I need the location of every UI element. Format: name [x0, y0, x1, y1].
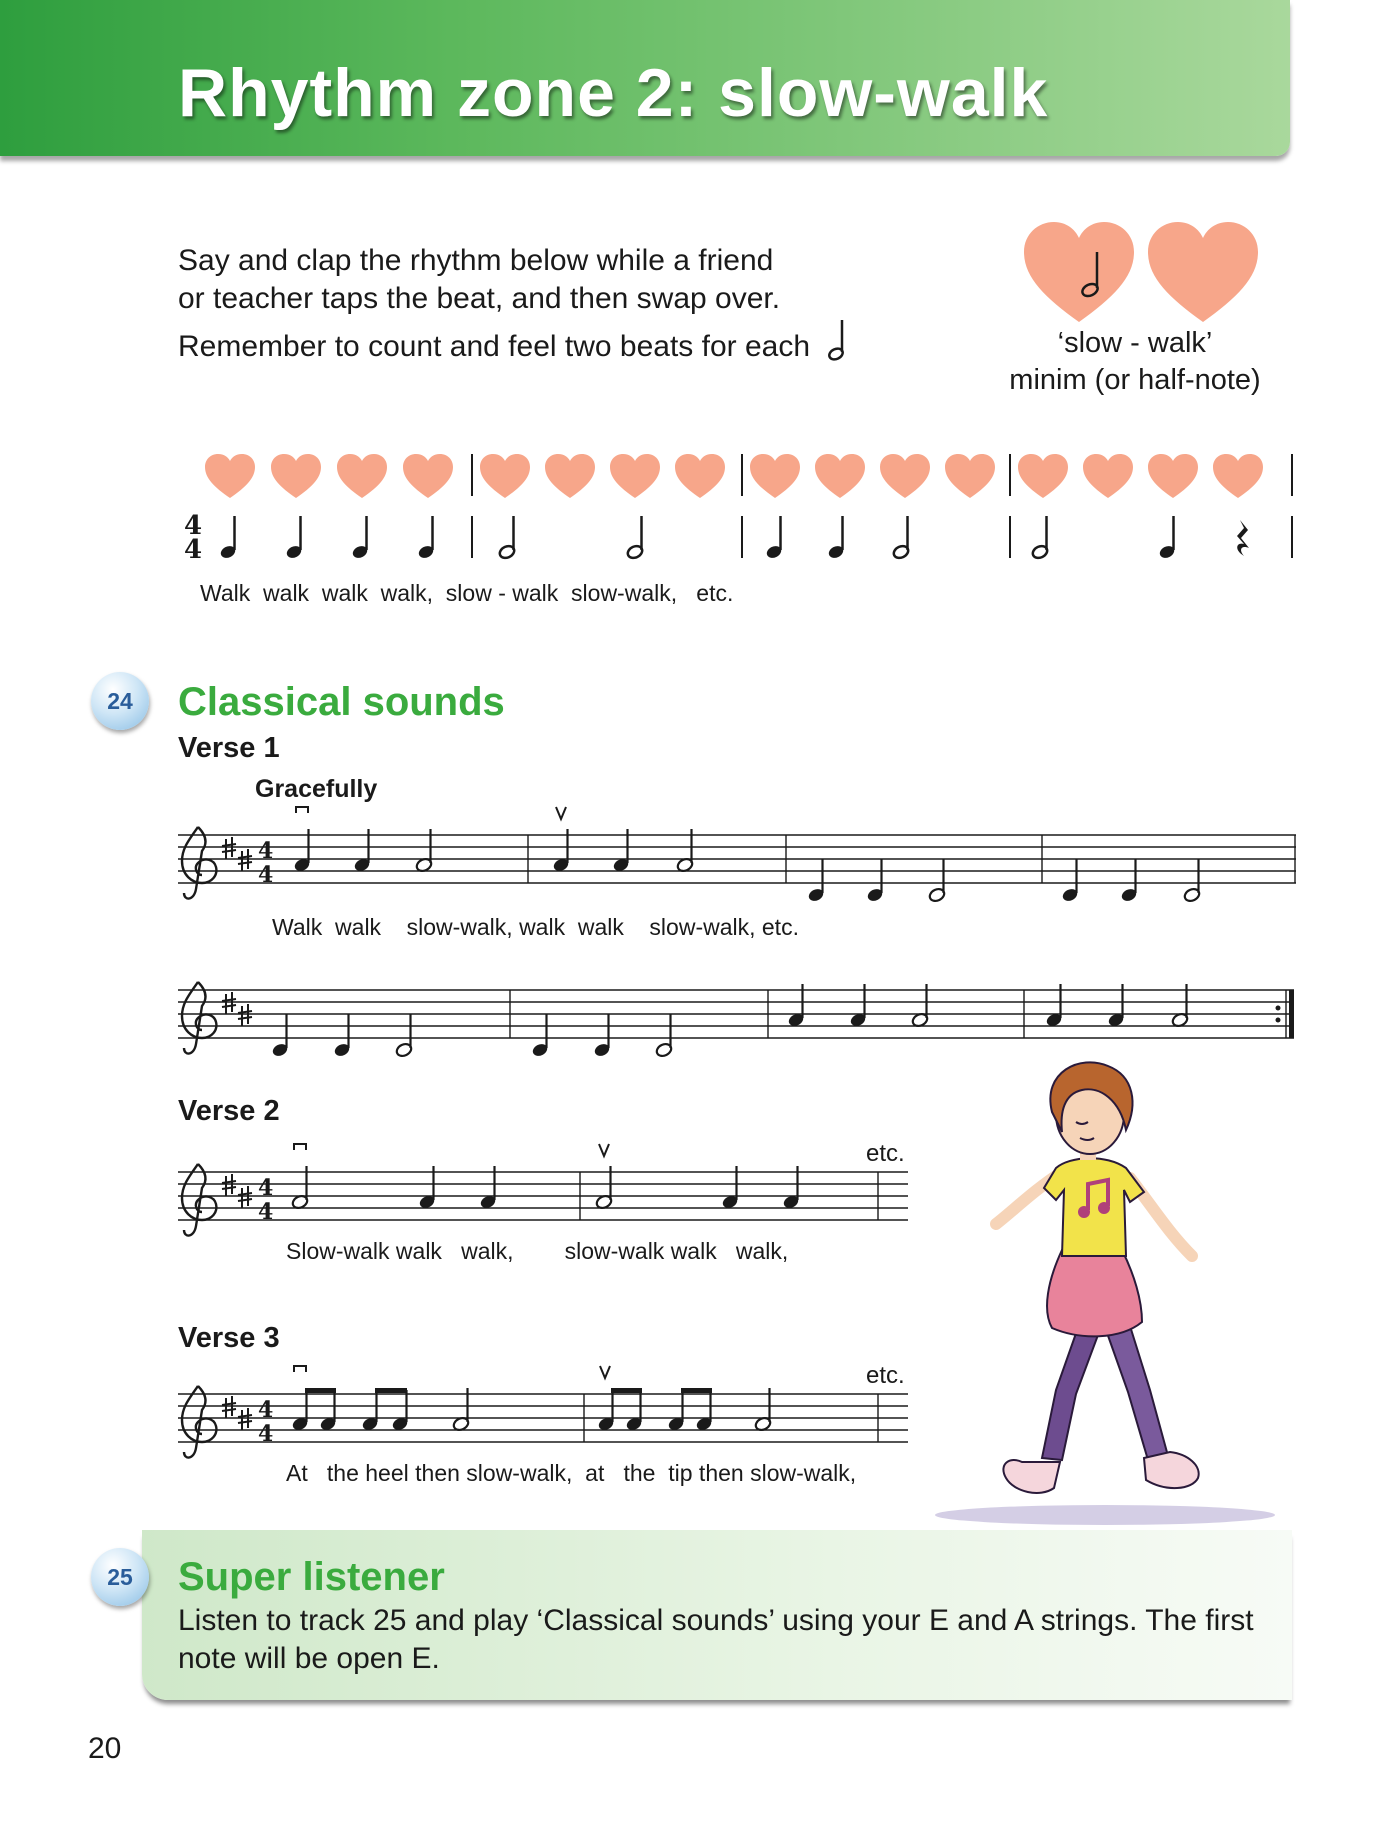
walking-girl-illustration [930, 1060, 1280, 1530]
tempo-marking: Gracefully [255, 775, 378, 803]
page-number: 20 [88, 1732, 122, 1765]
super-listener-text: Listen to track 25 and play ‘Classical sounds’ using your E and A strings. The first note will be open E. [178, 1604, 1254, 1675]
track-24-badge: 24 [91, 672, 149, 730]
verse-3-lyrics: At the heel then slow-walk, at the tip then slow-walk, [286, 1460, 857, 1486]
bowing-marks [296, 807, 566, 819]
verse-1-staff-1 [178, 805, 1298, 915]
intro-line-1: Say and clap the rhythm below while a friend [178, 244, 774, 277]
intro-text [178, 242, 898, 366]
time-signature [184, 511, 202, 565]
verse-1-label: Verse 1 [178, 732, 280, 764]
heart-icon [1148, 222, 1258, 322]
quarter-rest [1237, 520, 1249, 556]
verse-1-staff-2 [178, 960, 1298, 1060]
rhythm-exercise [180, 448, 1310, 578]
track-25-badge: 25 [91, 1548, 149, 1606]
slow-walk-hearts-key [1010, 218, 1270, 328]
classical-sounds-title: Classical sounds [178, 680, 505, 724]
verse-3-etc: etc. [866, 1362, 905, 1389]
verse-3-staff [178, 1364, 918, 1464]
svg-text:4: 4 [184, 511, 203, 541]
svg-text:4: 4 [258, 1421, 274, 1447]
intro-line-2: or teacher taps the beat, and then swap over. [178, 282, 781, 315]
rhythm-words: Walk walk walk walk, slow - walk slow-walk, etc. [200, 580, 734, 606]
verse-3-label: Verse 3 [178, 1322, 280, 1354]
heart-icon [1024, 222, 1134, 322]
svg-text:4: 4 [258, 1199, 274, 1225]
verse-1-lyrics: Walk walk slow-walk, walk walk slow-walk, etc. [272, 914, 799, 940]
verse-2-staff [178, 1142, 918, 1242]
verse-2-label: Verse 2 [178, 1095, 280, 1127]
slow-walk-key-label: ‘slow - walk’ minim (or half-note) [1009, 327, 1261, 396]
super-listener-title: Super listener [178, 1555, 445, 1599]
svg-text:4: 4 [258, 838, 274, 864]
intro-line-3: Remember to count and feel two beats for each [178, 318, 898, 366]
svg-text:4: 4 [258, 1175, 274, 1201]
svg-text:4: 4 [258, 1397, 274, 1423]
verse-2-etc: etc. [866, 1140, 905, 1167]
svg-text:4: 4 [184, 535, 203, 565]
minim-note-icon [828, 318, 850, 362]
svg-text:4: 4 [258, 862, 274, 888]
verse-2-lyrics: Slow-walk walk walk, slow-walk walk walk, [286, 1238, 789, 1264]
beat-hearts [205, 454, 1263, 498]
repeat-end-barline [1289, 990, 1294, 1038]
page-title: Rhythm zone 2: slow-walk [178, 55, 1049, 131]
